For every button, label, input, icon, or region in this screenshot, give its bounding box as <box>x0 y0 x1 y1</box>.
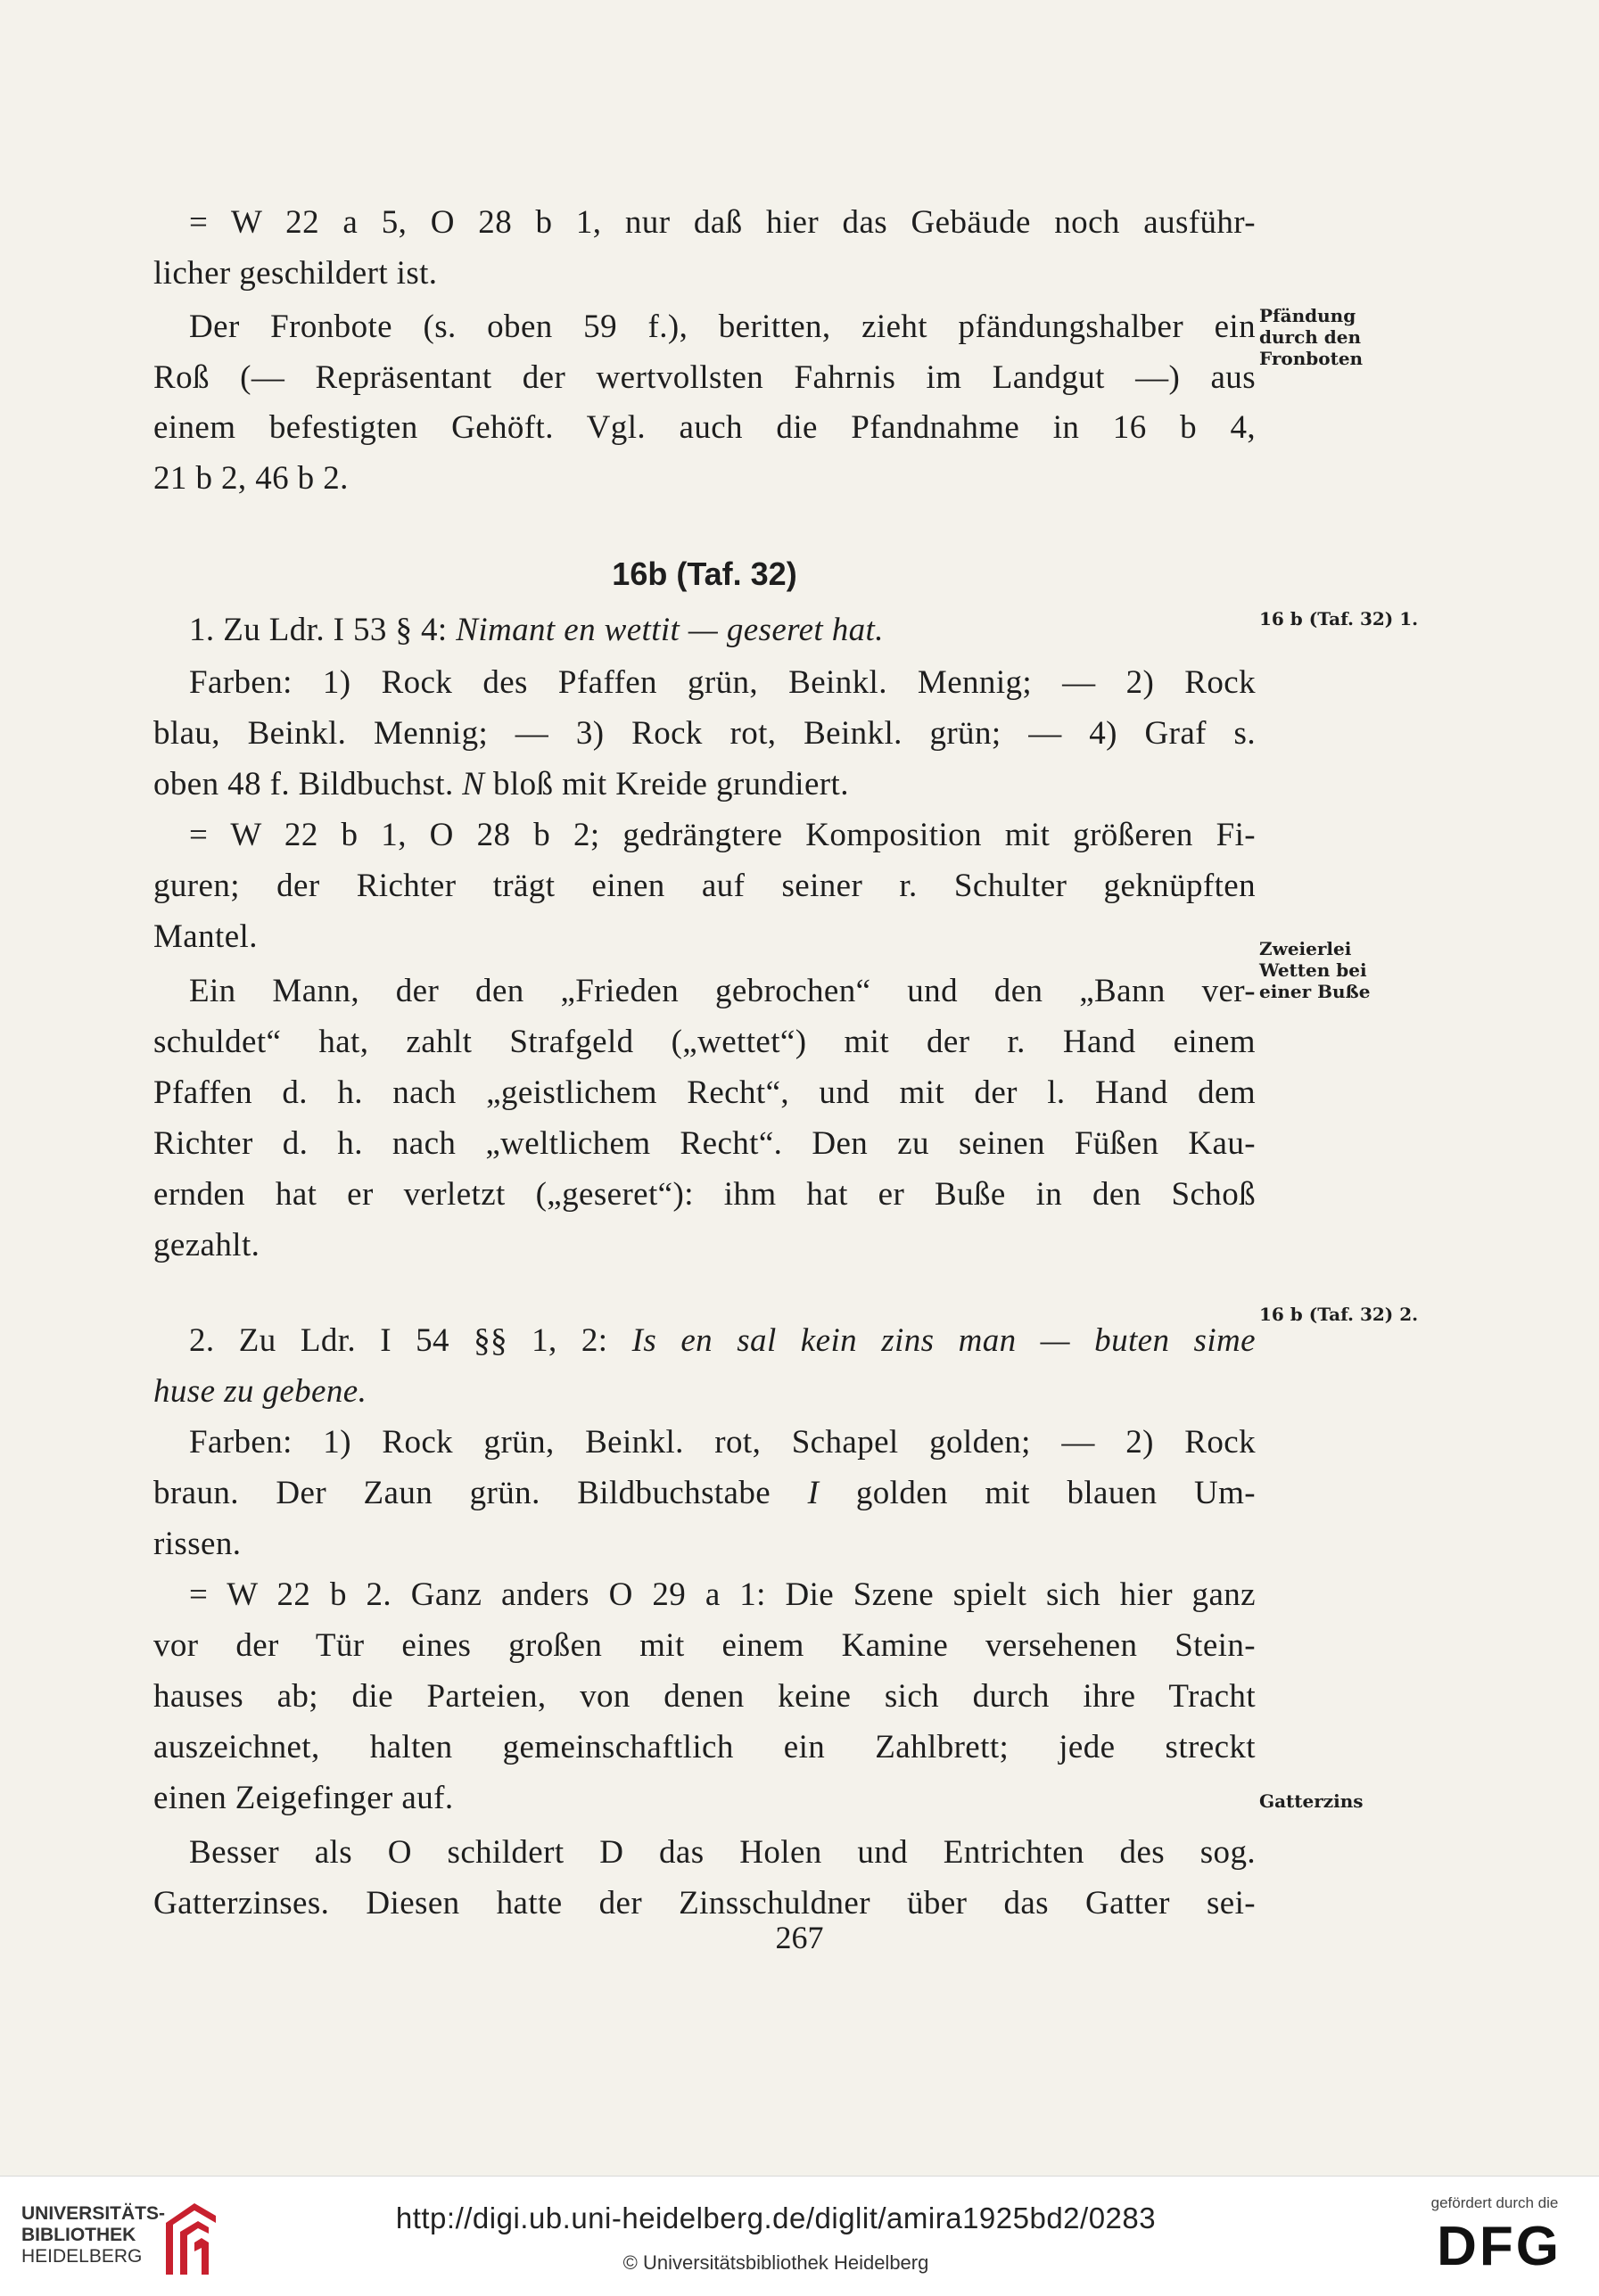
permalink-url[interactable]: http://digi.ub.uni-heidelberg.de/diglit/amira1925bd2/0283 <box>395 2201 1157 2234</box>
page-number: 267 <box>775 1920 824 1955</box>
sidenote-line: Zweierlei <box>1259 938 1352 959</box>
text-line: 21 b 2, 46 b 2. <box>153 460 349 497</box>
footer-bar <box>0 2176 1599 2296</box>
library-name[interactable] <box>21 2203 165 2267</box>
sidenote-line: 16 b (Taf. 32) 2. <box>1259 1304 1419 1325</box>
text-line: huse zu gebene. <box>153 1373 367 1410</box>
text-line: schuldet“ hat, zahlt Strafgeld („wettet“) mit der r. Hand einem <box>153 1024 1256 1060</box>
text-line: auszeichnet, halten gemeinschaftlich ein Zahlbrett; jede streckt <box>153 1729 1256 1765</box>
text-line: Richter d. h. nach „weltlichem Recht“. Den zu seinen Füßen Kau- <box>153 1125 1256 1162</box>
sidenote-line: Gatterzins <box>1259 1790 1364 1812</box>
text-line: guren; der Richter trägt einen auf seiner r. Schulter geknüpften <box>153 868 1256 904</box>
text-line: = W 22 a 5, O 28 b 1, nur daß hier das Gebäude noch ausführ- <box>189 204 1256 241</box>
sidenote-16b-1 <box>1259 608 1429 630</box>
text-line: Gatterzinses. Diesen hatte der Zinsschuldner über das Gatter sei- <box>153 1885 1256 1922</box>
sidenote-16b-2 <box>1259 1304 1429 1325</box>
text-line: Besser als O schildert D das Holen und Entrichten des sog. <box>189 1834 1256 1871</box>
text-line: Der Fronbote (s. oben 59 f.), beritten, zieht pfändungshalber ein <box>189 309 1256 345</box>
copyright-notice: © Universitätsbibliothek Heidelberg <box>622 2251 929 2274</box>
text-line: ernden hat er verletzt („geseret“): ihm hat er Buße in den Schoß <box>153 1176 1256 1213</box>
sidenote-gatterzins <box>1259 1790 1429 1812</box>
library-line-1: UNIVERSITÄTS- <box>21 2203 166 2224</box>
text-line: hauses ab; die Parteien, von denen keine sich durch ihre Tracht <box>153 1678 1256 1715</box>
text-line: Mantel. <box>153 918 258 955</box>
sidenote-line: Wetten bei <box>1259 959 1367 981</box>
text-line: vor der Tür eines großen mit einem Kamine versehenen Stein- <box>153 1627 1256 1664</box>
text-line: Farben: 1) Rock des Pfaffen grün, Beinkl. Mennig; — 2) Rock <box>189 664 1256 701</box>
sidenote-line: Fronboten <box>1259 348 1364 369</box>
sidenote-zweierlei-wetten <box>1259 938 1429 1002</box>
text-line: licher geschildert ist. <box>153 255 438 292</box>
text-line: rissen. <box>153 1526 242 1562</box>
text-line: Roß (— Repräsentant der wertvollsten Fahrnis im Landgut —) aus <box>153 359 1256 396</box>
text-line: gezahlt. <box>153 1227 260 1263</box>
text-line: 1. Zu Ldr. I 53 § 4: Nimant en wettit — geseret hat. <box>189 612 884 648</box>
sidenote-pfaendung <box>1259 305 1429 369</box>
text-line: braun. Der Zaun grün. Bildbuchstabe I golden mit blauen Um- <box>153 1475 1256 1511</box>
library-logo-icon[interactable] <box>159 2196 223 2278</box>
text-line: einem befestigten Gehöft. Vgl. auch die Pfandnahme in 16 b 4, <box>153 409 1256 446</box>
library-line-3: HEIDELBERG <box>21 2246 143 2267</box>
text-line: blau, Beinkl. Mennig; — 3) Rock rot, Beinkl. grün; — 4) Graf s. <box>153 715 1256 752</box>
text-line: einen Zeigefinger auf. <box>153 1780 454 1816</box>
text-line: Farben: 1) Rock grün, Beinkl. rot, Schapel golden; — 2) Rock <box>189 1424 1256 1461</box>
sidenote-line: 16 b (Taf. 32) 1. <box>1259 608 1419 630</box>
sidenote-line: Pfändung <box>1259 305 1356 326</box>
section-heading: 16b (Taf. 32) <box>612 555 797 592</box>
text-line: Ein Mann, der den „Frieden gebrochen“ und den „Bann ver- <box>189 973 1256 1009</box>
dfg-logo[interactable]: DFG <box>1437 2216 1562 2277</box>
text-line: 2. Zu Ldr. I 54 §§ 1, 2: Is en sal kein zins man — buten sime <box>189 1322 1256 1359</box>
sidenote-line: einer Buße <box>1259 981 1371 1002</box>
library-line-2: BIBLIOTHEK <box>21 2225 136 2245</box>
text-line: Pfaffen d. h. nach „geistlichem Recht“, und mit der l. Hand dem <box>153 1074 1256 1111</box>
text-line: = W 22 b 2. Ganz anders O 29 a 1: Die Szene spielt sich hier ganz <box>189 1576 1256 1613</box>
sidenote-line: durch den <box>1259 326 1361 348</box>
text-line: oben 48 f. Bildbuchst. N bloß mit Kreide grundiert. <box>153 766 849 802</box>
funded-by-label: gefördert durch die <box>1430 2194 1559 2211</box>
text-line: = W 22 b 1, O 28 b 2; gedrängtere Komposition mit größeren Fi- <box>189 817 1256 853</box>
